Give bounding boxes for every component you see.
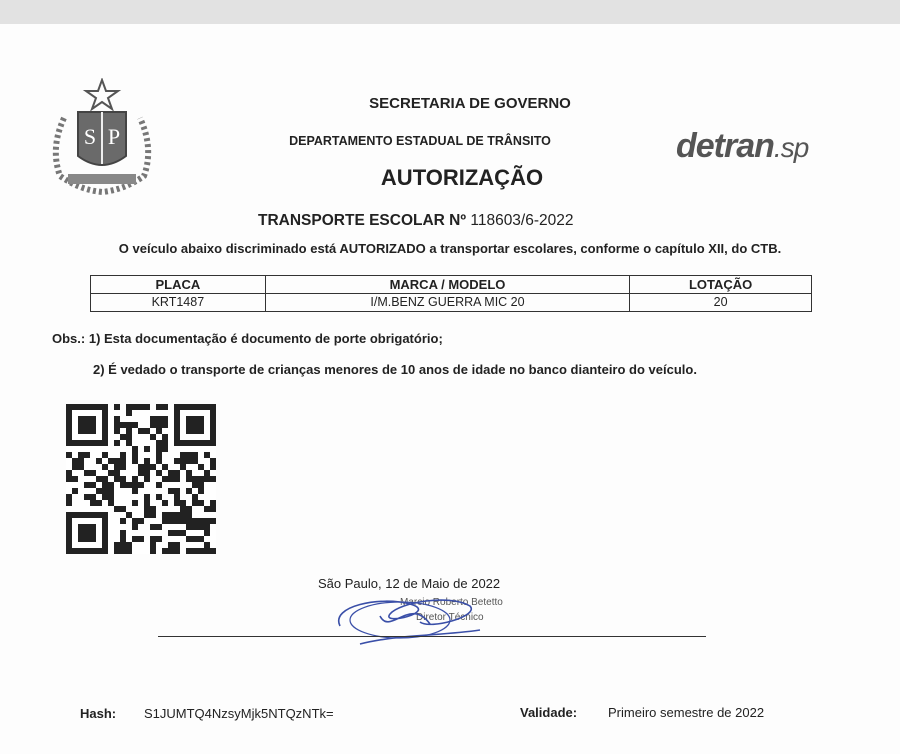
signer-role: Diretor Técnico xyxy=(416,612,484,623)
validade-label: Validade: xyxy=(520,705,578,720)
top-bar xyxy=(0,0,900,24)
cell-lotacao: 20 xyxy=(630,294,812,312)
signer-name: Marcio Roberto Betetto xyxy=(400,597,503,608)
table-header-row xyxy=(91,276,812,294)
hash-value: S1JUMTQ4NzsyMjk5NTQzNTk= xyxy=(144,706,334,721)
secretaria-title: SECRETARIA DE GOVERNO xyxy=(369,95,571,112)
handwritten-signature xyxy=(320,586,520,656)
emblem-p-letter: P xyxy=(107,124,121,149)
observation-1: Obs.: 1) Esta documentação é documento de porte obrigatório; xyxy=(52,331,443,346)
transporte-escolar-number xyxy=(258,212,574,230)
place-date: São Paulo, 12 de Maio de 2022 xyxy=(318,576,501,591)
detran-sp-logo: detran.sp xyxy=(676,127,809,165)
column-header-placa: PLACA xyxy=(91,276,266,294)
observation-2: 2) É vedado o transporte de crianças menores de 10 anos de idade no banco dianteiro do veículo. xyxy=(93,362,697,377)
validade-value: Primeiro semestre de 2022 xyxy=(608,705,765,720)
hash-label: Hash: xyxy=(80,706,117,721)
authorization-statement: O veículo abaixo discriminado está AUTORIZADO a transportar escolares, conforme o capítulo XII, do CTB. xyxy=(118,241,782,256)
transporte-escolar-label: TRANSPORTE ESCOLAR Nº xyxy=(258,212,467,229)
qr-code[interactable] xyxy=(66,404,216,554)
column-header-lotacao: LOTAÇÃO xyxy=(630,276,812,294)
cell-placa: KRT1487 xyxy=(91,294,266,312)
emblem-s-letter: S xyxy=(83,124,97,149)
signature-line xyxy=(158,636,706,637)
table-row xyxy=(91,294,812,312)
cell-marca-modelo: I/M.BENZ GUERRA MIC 20 xyxy=(265,294,629,312)
authorization-number: 118603/6-2022 xyxy=(470,212,574,229)
document-title: AUTORIZAÇÃO xyxy=(380,165,544,190)
vehicle-table xyxy=(90,275,812,312)
column-header-marca-modelo: MARCA / MODELO xyxy=(265,276,629,294)
departamento-title: DEPARTAMENTO ESTADUAL DE TRÂNSITO xyxy=(289,134,551,148)
